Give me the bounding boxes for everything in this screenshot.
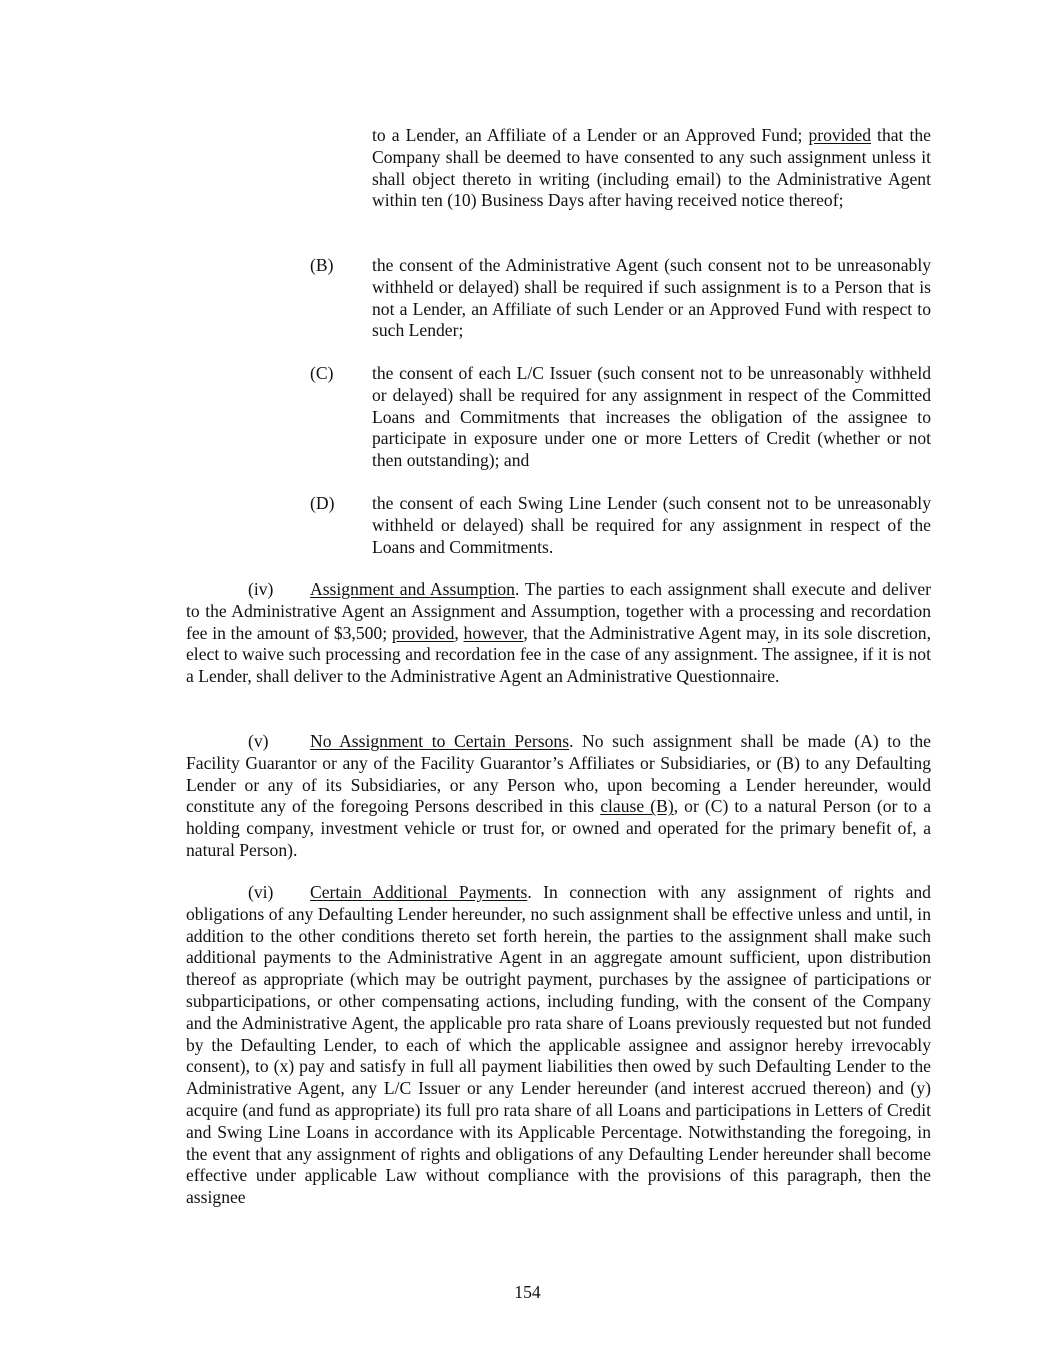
text-run: . No such assignment shall be made (A) to the Facility Guarantor or any of the Facility Guarantor’s Affiliates or Subsidiaries, or (B) to any Defaulting Lender or any of its Subsidiaries, or any Person who, upon becoming a Lender hereunder, would constitute any of the foregoing Persons described in this (186, 731, 931, 817)
text-run: , that the Administrative Agent may, in its sole discretion, elect to waive such processing and recordation fee in the case of any assignment. The assignee, if it is not a Lender, shall deliver to the Administrative Agent an Administrative Questionnaire. (186, 622, 932, 687)
text-run: . In connection with any assignment of rights and obligations of any Defaulting Lender hereunder, no such assignment shall be effective unless and until, in addition to the other conditions thereto set forth herein, the parties to the assignment shall make such additional payments to the Administrative Agent in an aggregate amount sufficient, upon distribution thereof as appropriate (which may be outright payment, purchases by the assignee of participations or subparticipations, or other compensating actions, including funding, with the consent of the Company and the Administrative Agent, the applicable pro rata share of Loans previously requested but not funded by the Defaulting Lender, to each of which the applicable assignee and assignor hereby irrevocably consent), to (x) pay and satisfy in full all payment liabilities then owed by such Defaulting Lender to the Administrative Agent, any L/C Issuer or any Lender hereunder (and interest accrued thereon) and (y) acquire (and fund as appropriate) its full pro rata share of all Loans and participations in Letters of Credit and Swing Line Loans in accordance with its Applicable Percentage. Notwithstanding the foregoing, in the event that any assignment of rights and obligations of any Defaulting Lender hereunder shall become effective under applicable Law without compliance with the provisions of this paragraph, then the assignee (186, 882, 931, 1208)
text-run: , or (C) to a natural Person (or to a holding company, investment vehicle or trust for, or owned and operated for the primary benefit of, a natural Person). (186, 796, 932, 860)
paragraph-iv (186, 579, 931, 688)
text-run: that the Company shall be deemed to have consented to any such assignment unless it shall object thereto in writing (including email) to the Administrative Agent within ten (10) Business Days after having received notice thereof; (372, 125, 931, 211)
page-number: 154 (514, 1282, 541, 1302)
text-run: , (454, 622, 464, 643)
subitem-text: the consent of each L/C Issuer (such consent not to be unreasonably withheld or delayed) shall be required for any assignment in respect of the Committed Loans and Commitments that increases the obligation of the assignee to participate in exposure under one or more Letters of Credit (whether or not then outstanding); and (372, 363, 931, 471)
paragraph-heading: Certain Additional Payments (310, 882, 528, 902)
subitem-label: (D) (310, 493, 335, 513)
subitem-b (310, 255, 931, 342)
paragraph-label: (v) (248, 731, 269, 751)
paragraph-label: (iv) (248, 579, 274, 599)
paragraph-heading: Assignment and Assumption (310, 579, 515, 599)
subitem-label: (B) (310, 255, 334, 275)
subitem-d (310, 493, 931, 558)
paragraph-v (186, 731, 931, 862)
paragraph-vi (186, 882, 931, 1209)
subitem-text: the consent of the Administrative Agent (such consent not to be unreasonably withheld or delayed) shall be required if such assignment is to a Person that is not a Lender, an Affiliate of such Lender or an Approved Fund with respect to such Lender; (372, 255, 931, 341)
underlined-term: however (463, 622, 524, 643)
underlined-term: clause (B) (600, 796, 674, 817)
underlined-term: provided (391, 622, 455, 643)
subitem-a-continuation (372, 125, 931, 212)
subitem-text: the consent of each Swing Line Lender (such consent not to be unreasonably withheld or delayed) shall be required for any assignment in respect of the Loans and Commitments. (372, 493, 931, 557)
paragraph-heading: No Assignment to Certain Persons (310, 731, 570, 751)
text-run: . The parties to each assignment shall execute and deliver to the Administrative Agent an Assignment and Assumption, together with a processing and recordation fee in the amount of $3,500; (186, 579, 931, 643)
subitem-label: (C) (310, 363, 334, 383)
text-run: to a Lender, an Affiliate of a Lender or an Approved Fund; (372, 125, 809, 145)
paragraph-label: (vi) (248, 882, 274, 902)
subitem-c (310, 363, 931, 472)
underlined-term: provided (808, 125, 872, 145)
